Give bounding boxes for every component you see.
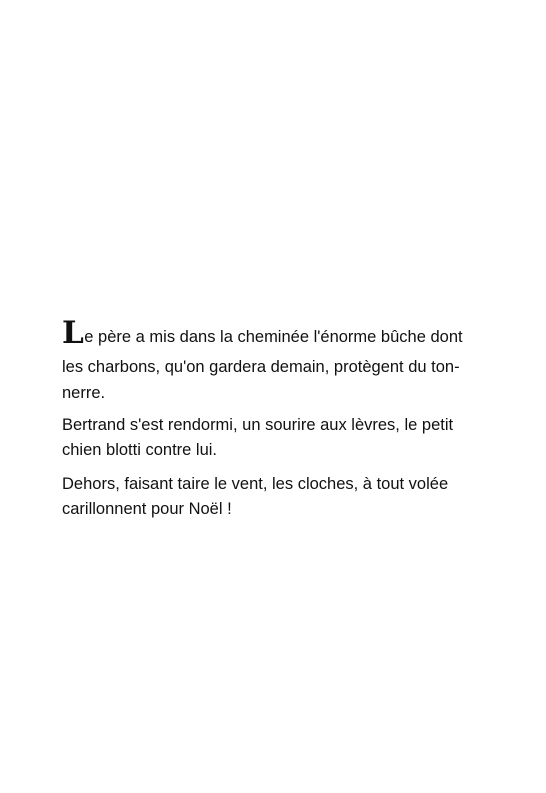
- paragraph-1-line-1: [62, 315, 502, 352]
- paragraph-3-line-2: carillonnent pour Noël !: [62, 500, 232, 518]
- paragraph-2: [62, 413, 502, 463]
- paragraph-1-line-3: nerre.: [62, 384, 106, 402]
- paragraph-1-line-1-text: e père a mis dans la cheminée l'énorme bûche dont: [84, 328, 463, 346]
- paragraph-1: [62, 315, 502, 404]
- drop-cap: L: [62, 315, 85, 351]
- paragraph-1-line-2: les charbons, qu'on gardera demain, protègent du ton-: [62, 358, 460, 376]
- paragraph-2-line-2: chien blotti contre lui.: [62, 441, 218, 459]
- story-text: [62, 315, 502, 522]
- paragraph-3: [62, 472, 502, 522]
- paragraph-2-line-1: Bertrand s'est rendormi, un sourire aux lèvres, le petit: [62, 416, 454, 434]
- paragraph-3-line-1: Dehors, faisant taire le vent, les cloches, à tout volée: [62, 475, 449, 493]
